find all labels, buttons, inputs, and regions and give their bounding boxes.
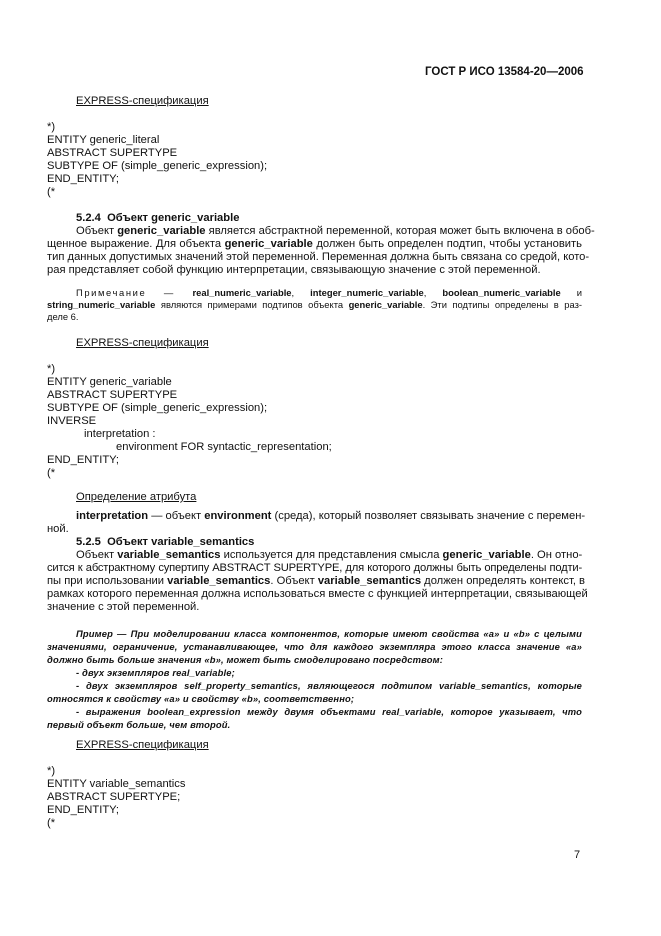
paragraph-line: Объект variable_semantics используется для представления смысла generic_variable. Он отно-: [76, 549, 583, 561]
code-line: END_ENTITY;: [47, 173, 120, 185]
note-line: деле 6.: [47, 311, 79, 322]
code-line: END_ENTITY;: [47, 454, 120, 466]
example-line: должно быть больше значения «b», может быть смоделировано посредством:: [47, 654, 443, 665]
code-line: *): [47, 121, 56, 133]
example-line: - двух экземпляров real_variable;: [76, 667, 235, 678]
paragraph-line: сится к абстрактному супертипу ABSTRACT SUPERTYPE, для которого должны быть определены подти-: [47, 562, 582, 574]
code-line: SUBTYPE OF (simple_generic_expression);: [47, 160, 268, 172]
express-spec-label: EXPRESS-спецификация: [76, 739, 209, 751]
code-line: (*: [47, 817, 56, 829]
section-heading-5-2-5: 5.2.5 Объект variable_semantics: [76, 536, 255, 548]
section-heading-5-2-4: 5.2.4 Объект generic_variable: [76, 212, 240, 224]
example-line: Пример — При моделировании класса компонентов, которые имеют свойства «а» и «b» с целыми: [76, 628, 582, 639]
code-line: *): [47, 765, 56, 777]
code-line: interpretation :: [84, 428, 156, 440]
code-line: ENTITY variable_semantics: [47, 778, 186, 790]
code-line: ABSTRACT SUPERTYPE;: [47, 791, 181, 803]
paragraph-line: щенное выражение. Для объекта generic_variable должен быть определен подтип, чтобы установить: [47, 238, 582, 250]
note-line: Примечание — real_numeric_variable, integer_numeric_variable, boolean_numeric_variable и: [76, 287, 582, 298]
express-spec-label: EXPRESS-спецификация: [76, 337, 209, 349]
code-line: ABSTRACT SUPERTYPE: [47, 147, 178, 159]
paragraph-line: interpretation — объект environment (среда), который позволяет связывать значение с перемен-: [76, 510, 586, 522]
note-line: string_numeric_variable являются примерами подтипов объекта generic_variable. Эти подтипы определены в раз-: [47, 299, 582, 310]
code-line: END_ENTITY;: [47, 804, 120, 816]
paragraph-line: рамках которого переменная должна использоваться вместе с функцией интерпретации, связывающей: [47, 588, 588, 600]
paragraph-line: значение с этой переменной.: [47, 601, 200, 613]
code-line: ABSTRACT SUPERTYPE: [47, 389, 178, 401]
example-line: первый объект больше, чем второй.: [47, 719, 231, 730]
code-line: environment FOR syntactic_representation;: [116, 441, 332, 453]
express-spec-label: EXPRESS-спецификация: [76, 95, 209, 107]
example-line: - двух экземпляров self_property_semantics, являющегося подтипом variable_semantics, которые: [76, 680, 582, 691]
paragraph-line: пы при использовании variable_semantics. Объект variable_semantics должен определять контекст, в: [47, 575, 585, 587]
paragraph-line: рая представляет собой функцию интерпретации, связывающую значение с этой переменной.: [47, 264, 541, 276]
example-line: относятся к свойству «а» и свойству «b», соответственно;: [47, 693, 355, 704]
paragraph-line: Объект generic_variable является абстрактной переменной, которая может быть включена в обоб-: [76, 225, 595, 237]
page-header: ГОСТ Р ИСО 13584-20—2006: [425, 66, 584, 78]
page-number: 7: [574, 849, 581, 861]
attribute-definition-label: Определение атрибута: [76, 491, 197, 503]
paragraph-line: тип данных допустимых значений этой переменной. Переменная должна быть связана со средой, кото-: [47, 251, 590, 263]
code-line: (*: [47, 467, 56, 479]
code-line: SUBTYPE OF (simple_generic_expression);: [47, 402, 268, 414]
paragraph-line: ной.: [47, 523, 69, 535]
example-line: значениями, ограничение, устанавливающее, что для каждого экземпляра этого класса значение «а»: [47, 641, 582, 652]
code-line: *): [47, 363, 56, 375]
code-line: ENTITY generic_variable: [47, 376, 172, 388]
code-line: (*: [47, 186, 56, 198]
code-line: INVERSE: [47, 415, 97, 427]
example-line: - выражения boolean_expression между двумя объектами real_variable, которое указывает, что: [76, 706, 582, 717]
code-line: ENTITY generic_literal: [47, 134, 160, 146]
